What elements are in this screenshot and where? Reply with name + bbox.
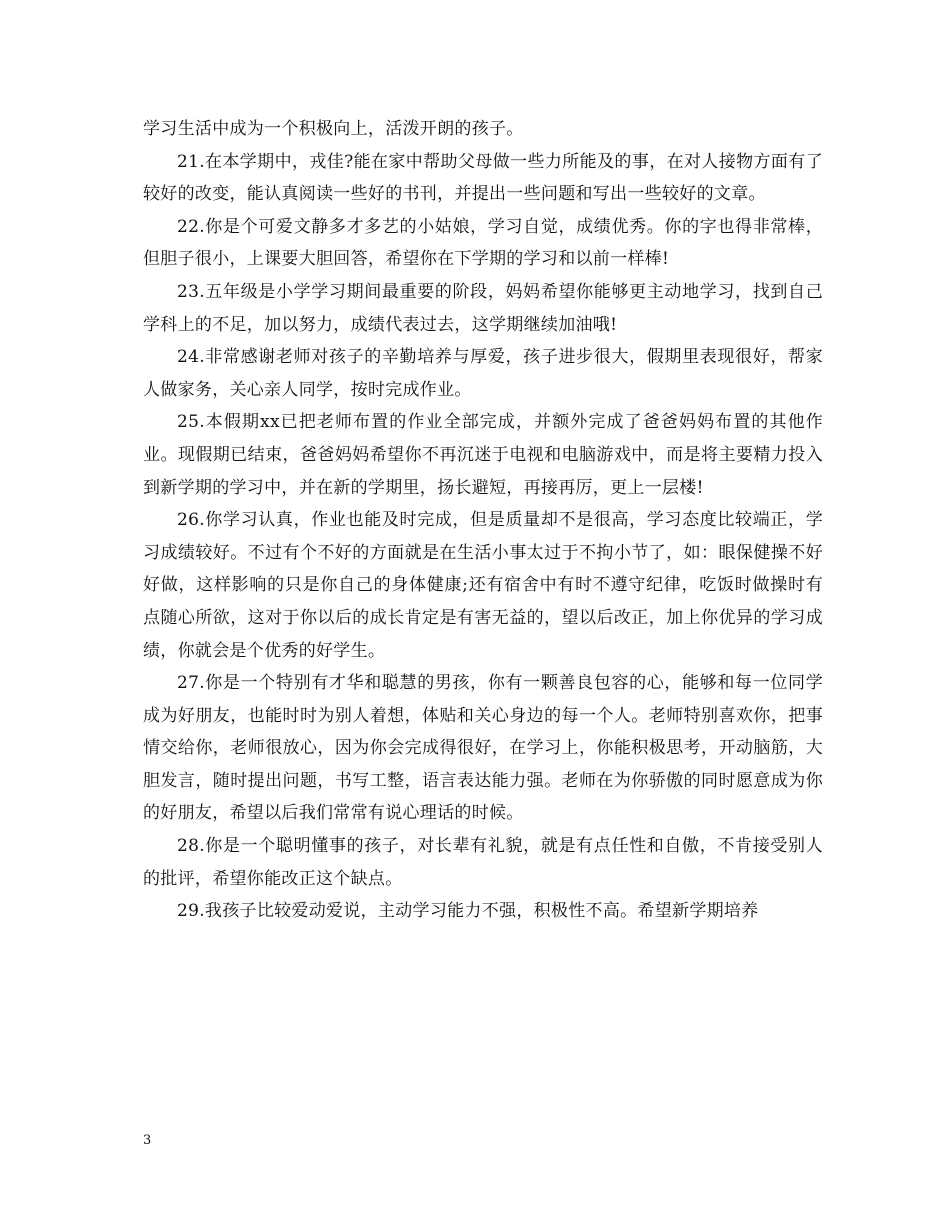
paragraph-26: 26.你学习认真，作业也能及时完成，但是质量却不是很高，学习态度比较端正，学习成绩较好。不过有个不好的方面就是在生活小事太过于不拘小节了，如：眼保健操不好好做，这样影响的只是你自己的身体健康;还有宿舍中有时不遵守纪律，吃饭时做操时有点随心所欲，这对于你以后的成长肯定是有害无益的，望以后改正，加上你优异的学习成绩，你就会是个优秀的好学生。 <box>143 510 823 661</box>
paragraph-24: 24.非常感谢老师对孩子的辛勤培养与厚爱，孩子进步很大，假期里表现很好，帮家人做家务，关心亲人同学，按时完成作业。 <box>143 347 823 400</box>
document-body <box>143 113 823 928</box>
paragraph-25: 25.本假期xx已把老师布置的作业全部完成，并额外完成了爸爸妈妈布置的其他作业。现假期已结束，爸爸妈妈希望你不再沉迷于电视和电脑游戏中，而是将主要精力投入到新学期的学习中，并在新的学期里，扬长避短，再接再厉，更上一层楼! <box>143 412 823 498</box>
paragraph-22: 22.你是个可爱文静多才多艺的小姑娘，学习自觉，成绩优秀。你的字也得非常棒，但胆子很小，上课要大胆回答，希望你在下学期的学习和以前一样棒! <box>143 216 823 270</box>
paragraph-27: 27.你是一个特别有才华和聪慧的男孩，你有一颗善良包容的心，能够和每一位同学成为好朋友，也能时时为别人着想，体贴和关心身边的每一个人。老师特别喜欢你，把事情交给你，老师很放心，因为你会完成得很好，在学习上，你能积极思考，开动脑筋，大胆发言，随时提出问题，书写工整，语言表达能力强。老师在为你骄傲的同时愿意成为你的好朋友，希望以后我们常常有说心理话的时候。 <box>143 673 823 824</box>
paragraph-21: 21.在本学期中，戎佳?能在家中帮助父母做一些力所能及的事，在对人接物方面有了较好的改变，能认真阅读一些好的书刊，并提出一些问题和写出一些较好的文章。 <box>143 151 823 205</box>
paragraph-continuation: 学习生活中成为一个积极向上，活泼开朗的孩子。 <box>143 119 524 139</box>
paragraph-23: 23.五年级是小学学习期间最重要的阶段，妈妈希望你能够更主动地学习，找到自己学科上的不足，加以努力，成绩代表过去，这学期继续加油哦! <box>143 281 823 335</box>
paragraph-29: 29.我孩子比较爱动爱说，主动学习能力不强，积极性不高。希望新学期培养 <box>177 901 759 922</box>
page-number: 3 <box>143 1133 152 1148</box>
paragraph-28: 28.你是一个聪明懂事的孩子，对长辈有礼貌，就是有点任性和自傲，不肯接受别人的批评，希望你能改正这个缺点。 <box>143 836 823 889</box>
